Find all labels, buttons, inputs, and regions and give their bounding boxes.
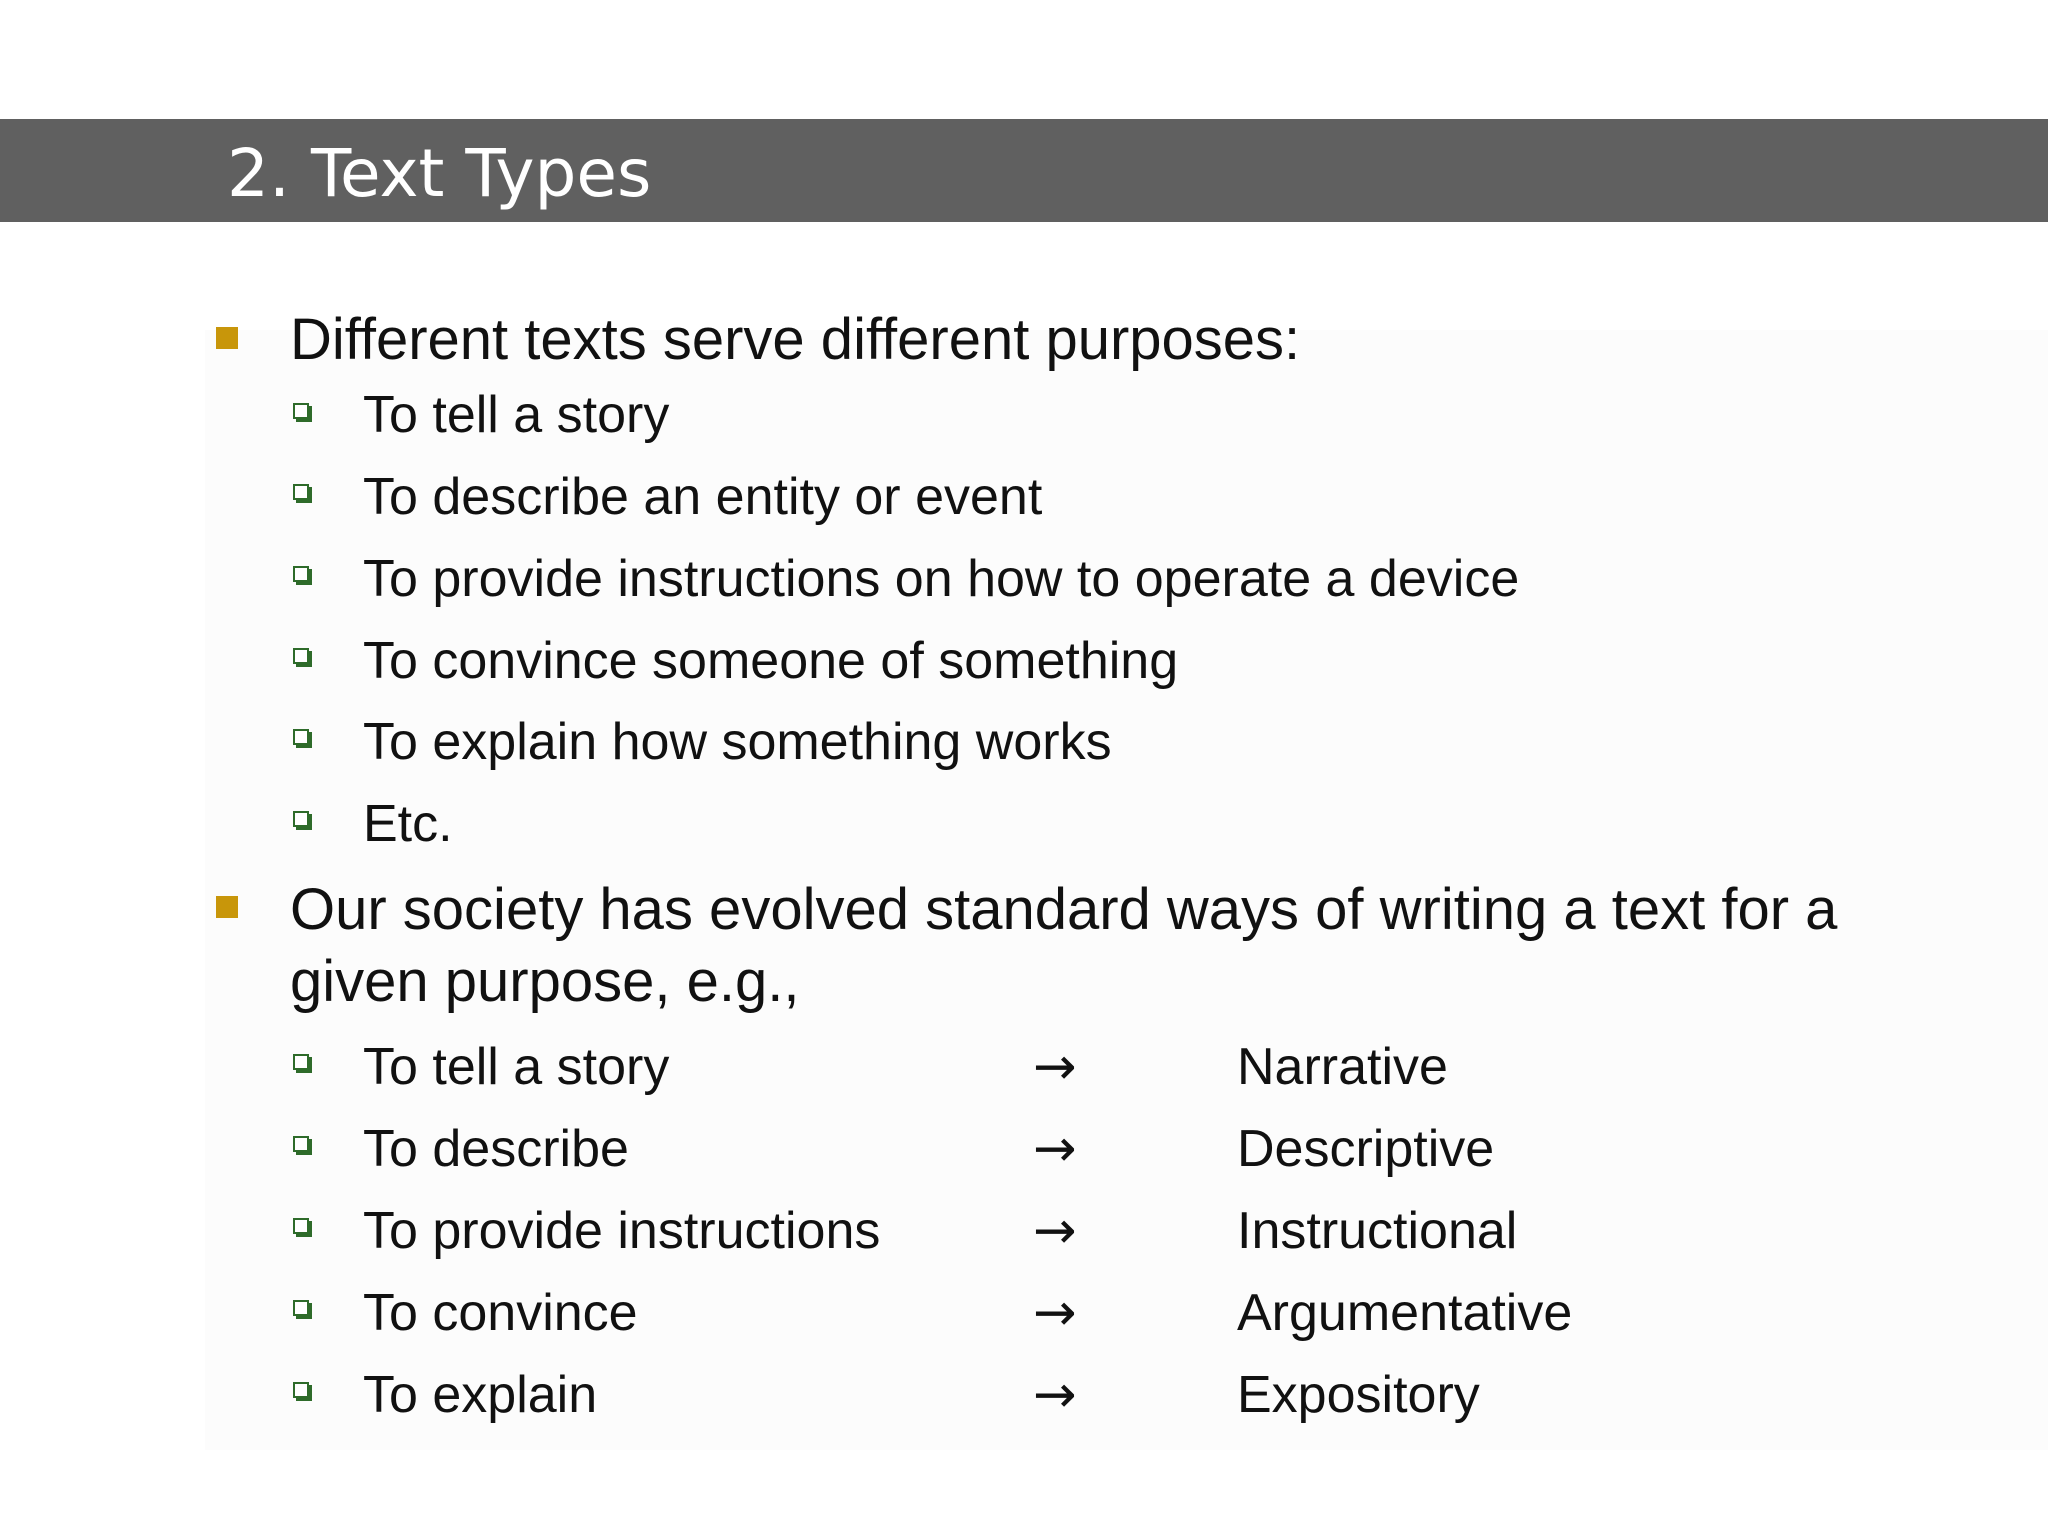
- list-item: To convince someone of something: [363, 632, 1179, 690]
- checkbox-bullet-icon: [293, 1054, 309, 1070]
- checkbox-bullet-icon: [293, 1136, 309, 1152]
- bullet-standard-ways: Our society has evolved standard ways of writing a text for a given purpose, e.g.,: [290, 877, 1838, 1014]
- checkbox-bullet-icon: [293, 403, 309, 419]
- checkbox-bullet-icon: [293, 1218, 309, 1234]
- list-item: Etc.: [363, 795, 453, 853]
- slide-title-bar: [0, 119, 2048, 222]
- checkbox-bullet-icon: [293, 729, 309, 745]
- mapping-text-type: Instructional: [1237, 1202, 1518, 1260]
- mapping-text-type: Argumentative: [1237, 1284, 1573, 1342]
- checkbox-bullet-icon: [293, 811, 309, 827]
- checkbox-bullet-icon: [293, 648, 309, 664]
- mapping-text-type: Narrative: [1237, 1038, 1448, 1096]
- bullet-purposes: Different texts serve different purposes:: [290, 307, 1301, 372]
- list-item: To provide instructions on how to operate a device: [363, 550, 1520, 608]
- square-bullet-icon: [216, 327, 238, 349]
- list-item: To explain how something works: [363, 713, 1112, 771]
- arrow-right-icon: →: [1033, 1119, 1077, 1179]
- arrow-right-icon: →: [1033, 1201, 1077, 1261]
- mapping-purpose: To provide instructions: [363, 1202, 881, 1260]
- checkbox-bullet-icon: [293, 566, 309, 582]
- mapping-purpose: To convince: [363, 1284, 638, 1342]
- mapping-purpose: To describe: [363, 1120, 629, 1178]
- checkbox-bullet-icon: [293, 1300, 309, 1316]
- checkbox-bullet-icon: [293, 484, 309, 500]
- arrow-right-icon: →: [1033, 1365, 1077, 1425]
- arrow-right-icon: →: [1033, 1283, 1077, 1343]
- list-item: To describe an entity or event: [363, 468, 1043, 526]
- arrow-right-icon: →: [1033, 1037, 1077, 1097]
- slide-title: 2. Text Types: [227, 135, 652, 212]
- mapping-purpose: To explain: [363, 1366, 598, 1424]
- list-item: To tell a story: [363, 386, 670, 444]
- mapping-purpose: To tell a story: [363, 1038, 670, 1096]
- checkbox-bullet-icon: [293, 1382, 309, 1398]
- square-bullet-icon: [216, 896, 238, 918]
- mapping-text-type: Expository: [1237, 1366, 1480, 1424]
- mapping-text-type: Descriptive: [1237, 1120, 1495, 1178]
